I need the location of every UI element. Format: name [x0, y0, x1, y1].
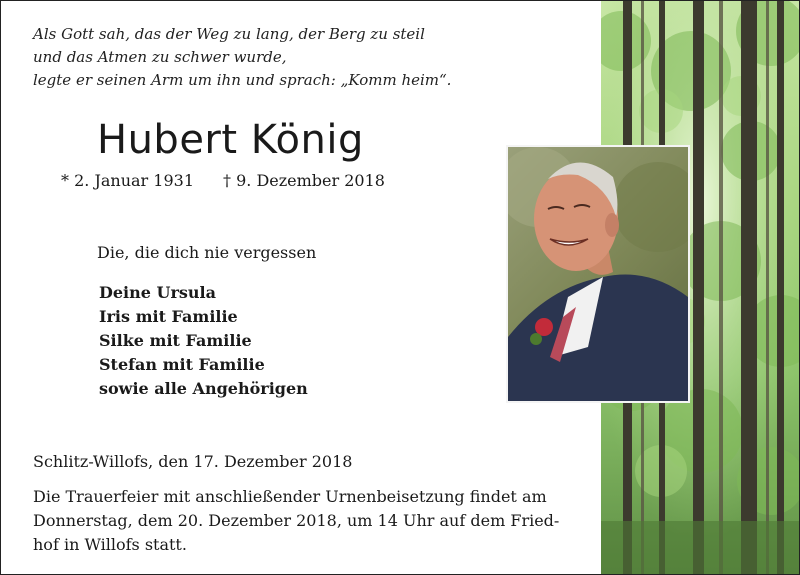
mourner: Deine Ursula [99, 283, 216, 302]
place-date: Schlitz-Willofs, den 17. Dezember 2018 [33, 452, 353, 471]
quote-line: legte er seinen Arm um ihn und sprach: „Komm heim“. [33, 71, 452, 89]
quote-line: Als Gott sah, das der Weg zu lang, der Berg zu steil [33, 25, 425, 43]
mourner: Stefan mit Familie [99, 355, 265, 374]
mourner: sowie alle Angehörigen [99, 379, 308, 398]
mourners-intro: Die, die dich nie vergessen [97, 243, 317, 262]
birth-date: * 2. Januar 1931 [61, 171, 194, 190]
death-date: † 9. Dezember 2018 [223, 171, 385, 190]
quote-line: und das Atmen zu schwer wurde, [33, 48, 287, 66]
funeral-info [33, 485, 573, 557]
funeral-info-line: Donnerstag, dem 20. Dezember 2018, um 14 Uhr auf dem Fried- [33, 511, 560, 530]
funeral-info-line: Die Trauerfeier mit anschließender Urnenbeisetzung findet am [33, 487, 547, 506]
portrait-photo [506, 145, 690, 403]
funeral-info-line: hof in Willofs statt. [33, 535, 187, 554]
portrait-illustration [508, 147, 688, 401]
quote [33, 23, 593, 92]
mourner: Silke mit Familie [99, 331, 252, 350]
mourner: Iris mit Familie [99, 307, 238, 326]
deceased-name: Hubert König [97, 117, 364, 163]
mourners-list [99, 281, 308, 401]
